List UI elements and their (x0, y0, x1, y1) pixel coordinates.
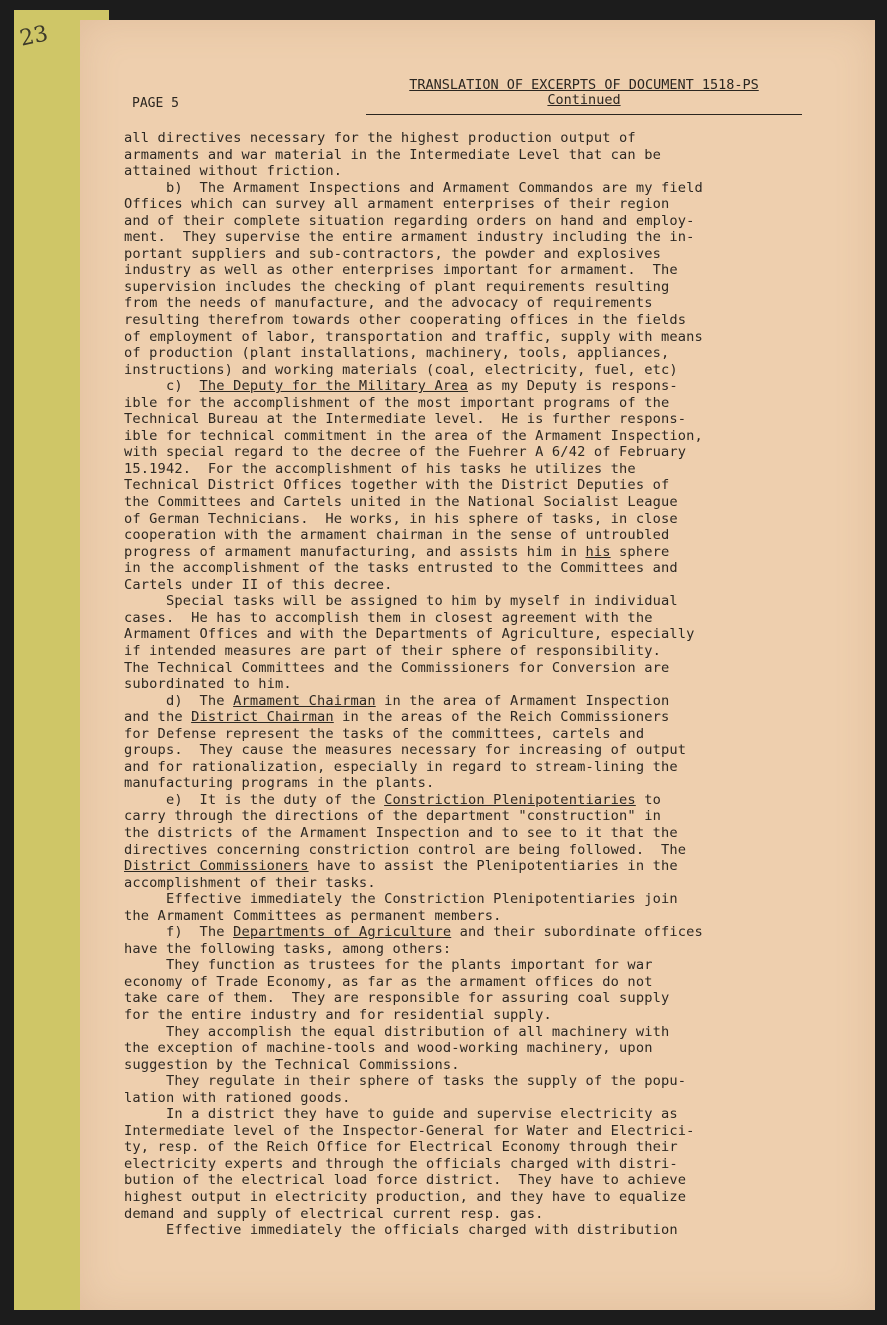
text-line (124, 1222, 814, 1239)
text-segment: of production (plant installations, machinery, tools, appliances, (124, 345, 670, 362)
text-line (124, 660, 814, 677)
text-line (124, 180, 814, 197)
text-segment: c) (124, 378, 200, 395)
text-segment: as my Deputy is respons- (468, 378, 678, 395)
text-line (124, 378, 814, 395)
text-line (124, 593, 814, 610)
text-line (124, 196, 814, 213)
text-line (124, 957, 814, 974)
underlined-term: Departments of Agriculture (233, 924, 452, 941)
text-line (124, 676, 814, 693)
text-segment: manufacturing programs in the plants. (124, 775, 435, 792)
header-title: TRANSLATION OF EXCERPTS OF DOCUMENT 1518-PS (409, 77, 759, 93)
text-segment: all directives necessary for the highest production output of (124, 130, 636, 146)
text-line (124, 1189, 814, 1206)
text-line (124, 345, 814, 362)
text-line (124, 941, 814, 958)
text-line (124, 1156, 814, 1173)
text-segment: ty, resp. of the Reich Office for Electrical Economy through their (124, 1139, 678, 1156)
text-segment: and their subordinate offices (451, 924, 703, 941)
text-segment: cases. He has to accomplish them in closest agreement with the (124, 609, 653, 626)
text-line (124, 742, 814, 759)
text-line (124, 461, 814, 478)
text-segment: Technical District Offices together with the District Deputies of (124, 477, 670, 494)
text-segment: industry as well as other enterprises important for armament. The (124, 262, 678, 279)
text-segment: for the entire industry and for residential supply. (124, 1006, 552, 1023)
text-segment: the Armament Committees as permanent members. (124, 907, 502, 924)
text-segment: and the (124, 709, 192, 726)
text-segment: carry through the directions of the department "construction" in (124, 808, 661, 825)
text-segment: to (635, 791, 661, 808)
text-line (124, 560, 814, 577)
text-segment: demand and supply of electrical current resp. gas. (124, 1205, 544, 1222)
text-segment: Effective immediately the Constriction Plenipotentiaries join (124, 891, 678, 908)
text-segment: in the area of Armament Inspection (375, 692, 670, 709)
text-line (124, 842, 814, 859)
text-segment: in the accomplishment of the tasks entrusted to the Committees and (124, 560, 678, 577)
text-segment: cooperation with the armament chairman in the sense of untroubled (124, 527, 670, 544)
text-segment: Technical Bureau at the Intermediate level. He is further respons- (124, 411, 687, 428)
text-segment: from the needs of manufacture, and the advocacy of requirements (124, 295, 653, 312)
text-segment: 15.1942. For the accomplishment of his tasks he utilizes the (124, 460, 636, 477)
text-line (124, 477, 814, 494)
underlined-term: The Deputy for the Military Area (199, 378, 469, 395)
text-segment: and for rationalization, especially in regard to stream-lining the (124, 758, 678, 775)
text-line (124, 213, 814, 230)
text-segment: suggestion by the Technical Commissions. (124, 1056, 460, 1073)
text-segment: armaments and war material in the Intermediate Level that can be (124, 146, 661, 163)
text-segment: accomplishment of their tasks. (124, 874, 376, 891)
text-segment: highest output in electricity production, and they have to equalize (124, 1189, 687, 1205)
document-header (366, 78, 802, 108)
text-line (124, 494, 814, 511)
text-segment: the Committees and Cartels united in the National Socialist League (124, 494, 678, 511)
text-segment: directives concerning constriction control are being followed. The (124, 841, 687, 858)
text-segment: attained without friction. (124, 163, 343, 180)
text-line (124, 974, 814, 991)
text-segment: have the following tasks, among others: (124, 940, 452, 957)
text-segment: In a district they have to guide and supervise electricity as (124, 1106, 678, 1123)
text-line (124, 295, 814, 312)
text-line (124, 610, 814, 627)
text-line (124, 312, 814, 329)
text-segment: They accomplish the equal distribution of all machinery with (124, 1023, 670, 1040)
text-segment: and of their complete situation regarding orders on hand and employ- (124, 212, 695, 229)
text-segment: the exception of machine-tools and wood-working machinery, upon (124, 1040, 653, 1057)
underlined-term: his (585, 543, 611, 560)
underlined-term: District Commissioners (124, 858, 309, 875)
text-segment: progress of armament manufacturing, and assists him in (124, 543, 586, 560)
text-segment: groups. They cause the measures necessary for increasing of output (124, 742, 687, 759)
text-line (124, 626, 814, 643)
text-segment: take care of them. They are responsible for assuring coal supply (124, 990, 670, 1007)
text-segment: instructions) and working materials (coal, electricity, fuel, etc) (124, 361, 678, 378)
text-segment: ible for the accomplishment of the most important programs of the (124, 394, 670, 411)
text-line (124, 1172, 814, 1189)
text-line (124, 329, 814, 346)
text-segment: e) It is the duty of the (124, 791, 385, 808)
text-segment: b) The Armament Inspections and Armament Commandos are my field (124, 179, 703, 196)
text-segment: in the areas of the Reich Commissioners (333, 709, 670, 726)
text-line (124, 577, 814, 594)
text-line (124, 279, 814, 296)
text-line (124, 395, 814, 412)
text-line (124, 1073, 814, 1090)
text-line (124, 1024, 814, 1041)
underlined-term: Constriction Plenipotentiaries (384, 791, 636, 808)
text-segment: for Defense represent the tasks of the committees, cartels and (124, 725, 645, 742)
text-line (124, 511, 814, 528)
text-segment: Offices which can survey all armament enterprises of their region (124, 196, 670, 213)
text-line (124, 808, 814, 825)
text-segment: economy of Trade Economy, as far as the armament offices do not (124, 973, 653, 990)
text-line (124, 411, 814, 428)
text-segment: d) The (124, 692, 234, 709)
text-segment: bution of the electrical load force district. They have to achieve (124, 1172, 687, 1189)
text-segment: supervision includes the checking of plant requirements resulting (124, 278, 670, 295)
text-segment: the districts of the Armament Inspection and to see to it that the (124, 824, 678, 841)
text-line (124, 1040, 814, 1057)
text-line (124, 858, 814, 875)
text-line (124, 262, 814, 279)
text-segment: ment. They supervise the entire armament industry including the in- (124, 229, 695, 246)
text-segment: with special regard to the decree of the Fuehrer A 6/42 of February (124, 444, 687, 461)
text-segment: of German Technicians. He works, in his sphere of tasks, in close (124, 510, 678, 527)
underlined-term: Armament Chairman (233, 692, 376, 709)
text-line (124, 891, 814, 908)
text-line (124, 875, 814, 892)
text-line (124, 709, 814, 726)
text-segment: have to assist the Plenipotentiaries in the (308, 858, 678, 875)
text-segment: They function as trustees for the plants important for war (124, 957, 653, 974)
text-segment: Cartels under II of this decree. (124, 576, 393, 593)
text-line (124, 444, 814, 461)
text-line (124, 792, 814, 809)
header-subtitle: Continued (547, 92, 621, 108)
text-segment: Special tasks will be assigned to him by myself in individual (124, 593, 678, 610)
text-line (124, 246, 814, 263)
text-segment: ible for technical commitment in the area of the Armament Inspection, (124, 427, 703, 444)
text-line (124, 775, 814, 792)
text-line (124, 924, 814, 941)
text-segment: f) The (124, 924, 234, 941)
text-line (124, 643, 814, 660)
text-line (124, 163, 814, 180)
text-segment: They regulate in their sphere of tasks the supply of the popu- (124, 1073, 687, 1090)
text-line (124, 825, 814, 842)
text-line (124, 1139, 814, 1156)
text-line (124, 1090, 814, 1107)
text-line (124, 1123, 814, 1140)
text-segment: The Technical Committees and the Commissioners for Conversion are (124, 659, 670, 676)
body-text (124, 130, 814, 1239)
text-line (124, 1206, 814, 1223)
text-segment: resulting therefrom towards other cooperating offices in the fields (124, 312, 687, 329)
text-line (124, 147, 814, 164)
text-line (124, 908, 814, 925)
text-line (124, 428, 814, 445)
text-segment: if intended measures are part of their sphere of responsibility. (124, 642, 661, 659)
text-line (124, 544, 814, 561)
text-segment: Armament Offices and with the Departments of Agriculture, especially (124, 626, 695, 643)
underlined-term: District Chairman (191, 709, 334, 726)
text-segment: Effective immediately the officials charged with distribution (124, 1222, 678, 1239)
text-line (124, 1106, 814, 1123)
text-line (124, 1007, 814, 1024)
text-segment: subordinated to him. (124, 676, 292, 693)
text-line (124, 229, 814, 246)
text-segment: sphere (610, 543, 670, 560)
text-line (124, 527, 814, 544)
text-line (124, 726, 814, 743)
header-rule (366, 114, 802, 115)
text-line (124, 130, 814, 147)
text-line (124, 693, 814, 710)
text-line (124, 362, 814, 379)
text-segment: of employment of labor, transportation and traffic, supply with means (124, 328, 703, 345)
text-line (124, 990, 814, 1007)
text-segment: Intermediate level of the Inspector-General for Water and Electrici- (124, 1122, 695, 1139)
text-line (124, 1057, 814, 1074)
page-number: PAGE 5 (132, 96, 179, 111)
text-segment: lation with rationed goods. (124, 1089, 351, 1106)
text-segment: electricity experts and through the officials charged with distri- (124, 1155, 678, 1172)
handwritten-folder-mark: 23 (17, 21, 51, 52)
text-segment: portant suppliers and sub-contractors, the powder and explosives (124, 245, 661, 262)
text-line (124, 759, 814, 776)
